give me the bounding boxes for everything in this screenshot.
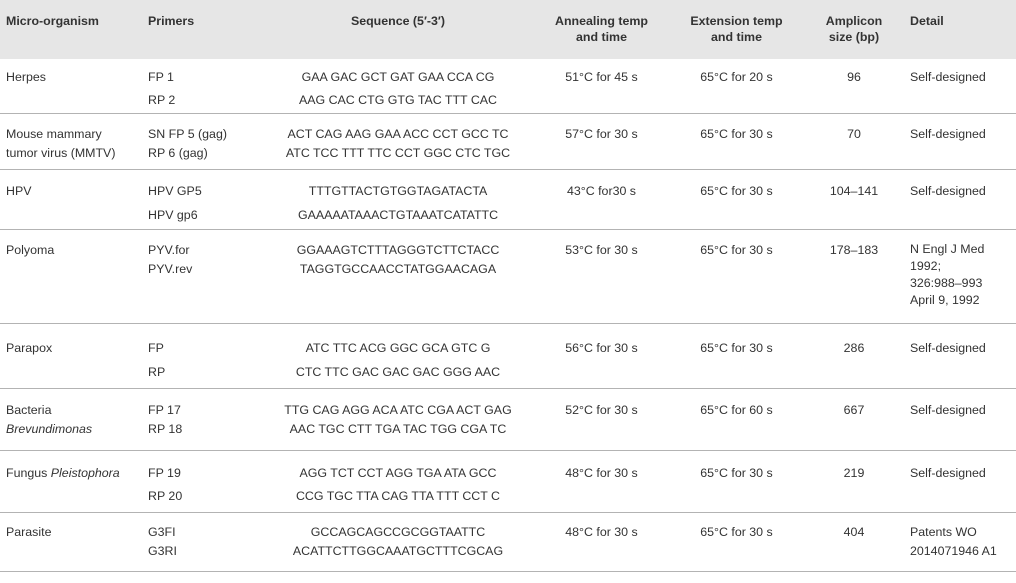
primers-cell: FP 19 RP 20 bbox=[142, 450, 262, 512]
detail-cell: N Engl J Med 1992; 326:988–993 April 9, 1992 bbox=[904, 229, 1016, 323]
annealing-cell: 48°C for 30 s bbox=[534, 450, 669, 512]
sequence-cell: TTTGTTACTGTGGTAGATACTA GAAAAATAAACTGTAAATCATATTC bbox=[262, 169, 534, 229]
header-row bbox=[0, 0, 1016, 59]
organism-cell: Bacteria Brevundimonas bbox=[0, 388, 142, 450]
organism-cell: Herpes bbox=[0, 59, 142, 113]
primers-cell: SN FP 5 (gag) RP 6 (gag) bbox=[142, 113, 262, 169]
header-amplicon-line2: size (bp) bbox=[828, 30, 880, 44]
table-row bbox=[0, 113, 1016, 169]
amplicon-cell: 219 bbox=[804, 450, 904, 512]
header-extension-line2: and time bbox=[711, 30, 762, 44]
organism-cell: Polyoma bbox=[0, 229, 142, 323]
extension-cell: 65°C for 60 s bbox=[669, 388, 804, 450]
sequence-cell: GAA GAC GCT GAT GAA CCA CG AAG CAC CTG GTG TAC TTT CAC bbox=[262, 59, 534, 113]
detail-cell: Self-designed bbox=[904, 59, 1016, 113]
header-amplicon bbox=[804, 0, 904, 59]
detail-cell: Self-designed bbox=[904, 450, 1016, 512]
table-row bbox=[0, 59, 1016, 113]
table-row bbox=[0, 388, 1016, 450]
extension-cell: 65°C for 30 s bbox=[669, 229, 804, 323]
table-row bbox=[0, 450, 1016, 512]
annealing-cell: 57°C for 30 s bbox=[534, 113, 669, 169]
header-detail: Detail bbox=[910, 14, 944, 28]
detail-cell: Self-designed bbox=[904, 323, 1016, 388]
extension-cell: 65°C for 30 s bbox=[669, 169, 804, 229]
annealing-cell: 48°C for 30 s bbox=[534, 512, 669, 571]
organism-cell: Mouse mammary tumor virus (MMTV) bbox=[0, 113, 142, 169]
amplicon-cell: 178–183 bbox=[804, 229, 904, 323]
amplicon-cell: 286 bbox=[804, 323, 904, 388]
amplicon-cell: 404 bbox=[804, 512, 904, 571]
table-row bbox=[0, 512, 1016, 571]
header-extension-line1: Extension temp bbox=[690, 14, 783, 28]
detail-cell: Patents WO 2014071946 A1 bbox=[904, 512, 1016, 571]
extension-cell: 65°C for 20 s bbox=[669, 59, 804, 113]
annealing-cell: 52°C for 30 s bbox=[534, 388, 669, 450]
header-organism: Micro-organism bbox=[6, 14, 99, 28]
primers-cell: FP 1 RP 2 bbox=[142, 59, 262, 113]
sequence-cell: GGAAAGTCTTTAGGGTCTTCTACC TAGGTGCCAACCTATGGAACAGA bbox=[262, 229, 534, 323]
header-annealing bbox=[534, 0, 669, 59]
detail-cell: Self-designed bbox=[904, 113, 1016, 169]
extension-cell: 65°C for 30 s bbox=[669, 323, 804, 388]
detail-cell: Self-designed bbox=[904, 388, 1016, 450]
primers-cell: G3FI G3RI bbox=[142, 512, 262, 571]
sequence-cell: GCCAGCAGCCGCGGTAATTC ACATTCTTGGCAAATGCTTTCGCAG bbox=[262, 512, 534, 571]
detail-cell: Self-designed bbox=[904, 169, 1016, 229]
header-extension bbox=[669, 0, 804, 59]
amplicon-cell: 70 bbox=[804, 113, 904, 169]
sequence-cell: AGG TCT CCT AGG TGA ATA GCC CCG TGC TTA CAG TTA TTT CCT C bbox=[262, 450, 534, 512]
primers-cell: PYV.for PYV.rev bbox=[142, 229, 262, 323]
annealing-cell: 56°C for 30 s bbox=[534, 323, 669, 388]
primers-cell: FP RP bbox=[142, 323, 262, 388]
amplicon-cell: 96 bbox=[804, 59, 904, 113]
extension-cell: 65°C for 30 s bbox=[669, 450, 804, 512]
header-annealing-line2: and time bbox=[576, 30, 627, 44]
annealing-cell: 51°C for 45 s bbox=[534, 59, 669, 113]
organism-cell: Parasite bbox=[0, 512, 142, 571]
header-annealing-line1: Annealing temp bbox=[555, 14, 648, 28]
extension-cell: 65°C for 30 s bbox=[669, 512, 804, 571]
sequence-cell: TTG CAG AGG ACA ATC CGA ACT GAG AAC TGC CTT TGA TAC TGG CGA TC bbox=[262, 388, 534, 450]
organism-cell: Fungus Pleistophora bbox=[0, 450, 142, 512]
table-row bbox=[0, 169, 1016, 229]
table-row bbox=[0, 229, 1016, 323]
annealing-cell: 43°C for30 s bbox=[534, 169, 669, 229]
primers-cell: FP 17 RP 18 bbox=[142, 388, 262, 450]
primers-cell: HPV GP5 HPV gp6 bbox=[142, 169, 262, 229]
sequence-cell: ATC TTC ACG GGC GCA GTC G CTC TTC GAC GAC GAC GGG AAC bbox=[262, 323, 534, 388]
extension-cell: 65°C for 30 s bbox=[669, 113, 804, 169]
table-row bbox=[0, 323, 1016, 388]
sequence-cell: ACT CAG AAG GAA ACC CCT GCC TC ATC TCC TTT TTC CCT GGC CTC TGC bbox=[262, 113, 534, 169]
organism-cell: HPV bbox=[0, 169, 142, 229]
header-sequence: Sequence (5′-3′) bbox=[350, 14, 446, 28]
header-amplicon-line1: Amplicon bbox=[825, 14, 883, 28]
annealing-cell: 53°C for 30 s bbox=[534, 229, 669, 323]
amplicon-cell: 667 bbox=[804, 388, 904, 450]
organism-cell: Parapox bbox=[0, 323, 142, 388]
header-primers: Primers bbox=[148, 14, 195, 28]
amplicon-cell: 104–141 bbox=[804, 169, 904, 229]
